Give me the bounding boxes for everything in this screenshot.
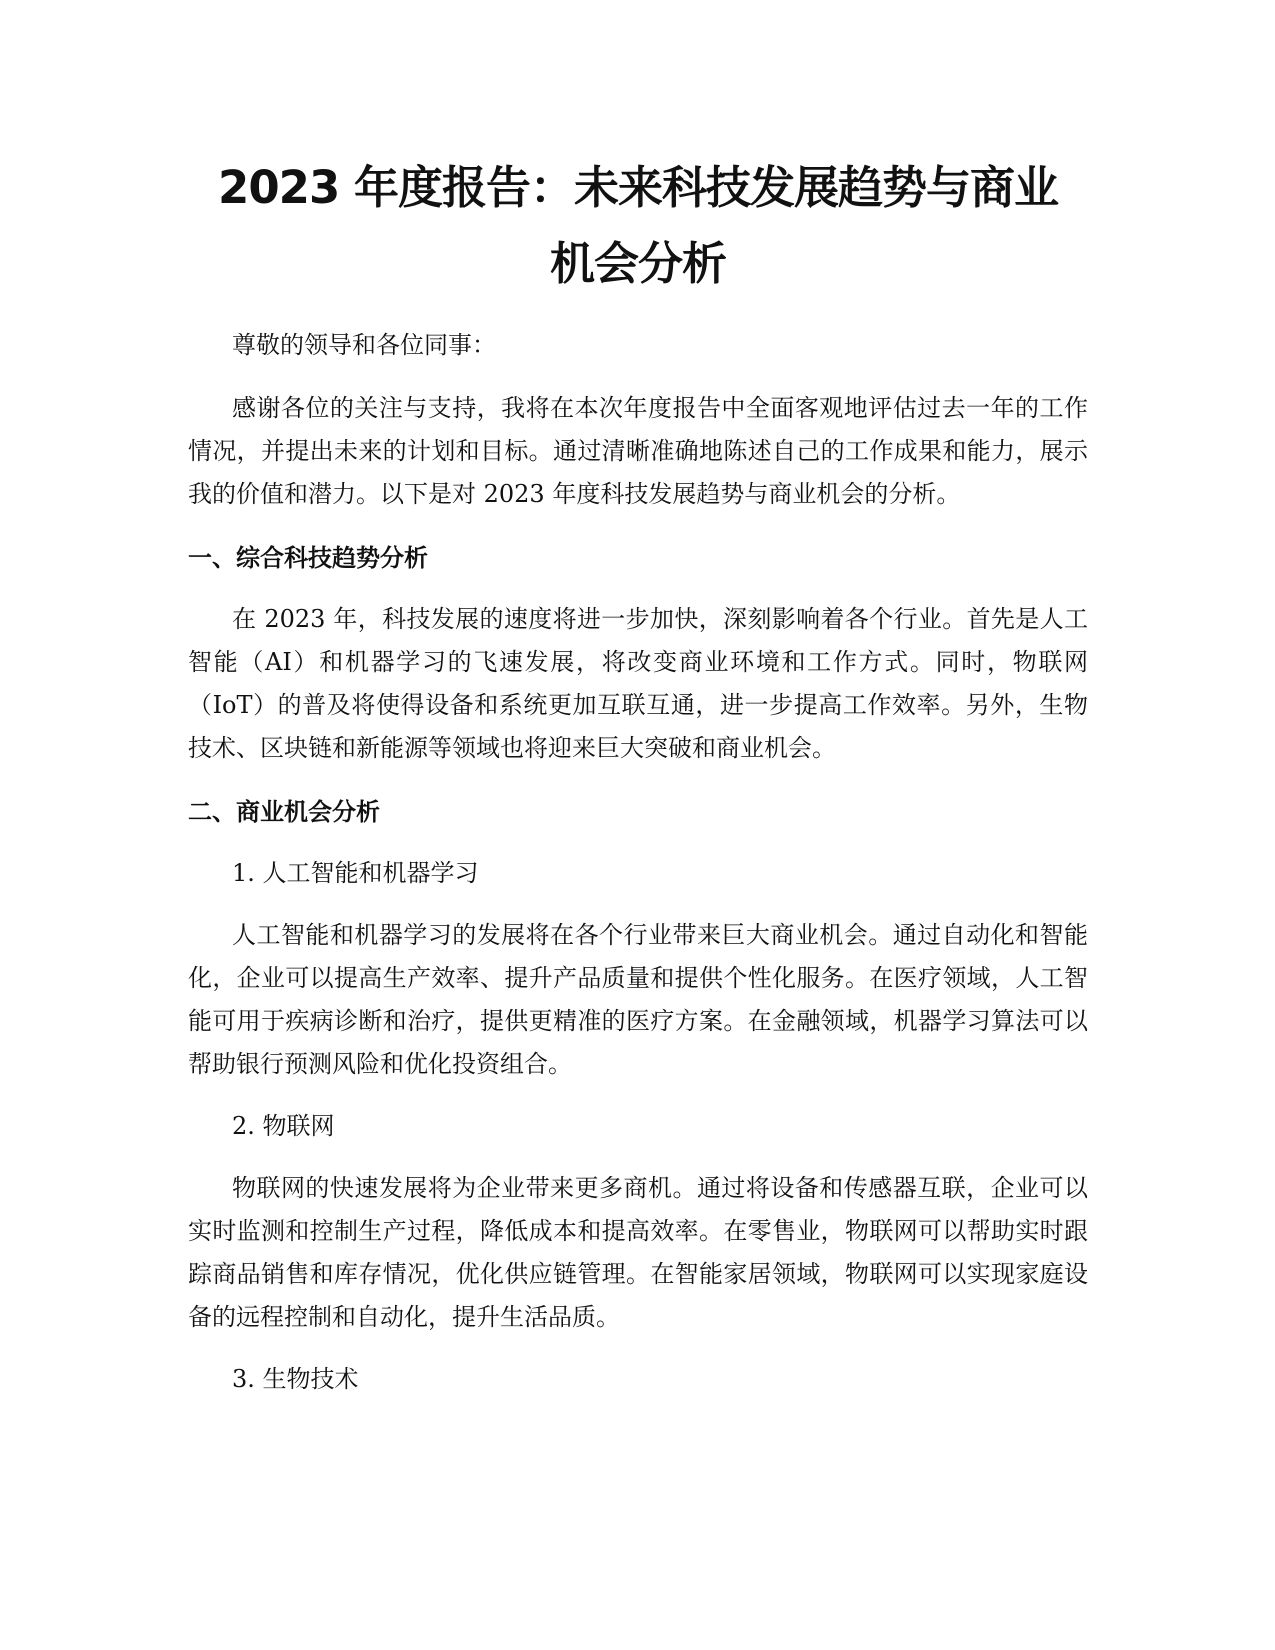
ai-paragraph: 人工智能和机器学习的发展将在各个行业带来巨大商业机会。通过自动化和智能化，企业可以提高生产效率、提升产品质量和提供个性化服务。在医疗领域，人工智能可用于疾病诊断和治疗，提供更精准的医疗方案。在金融领域，机器学习算法可以帮助银行预测风险和优化投资组合。 <box>188 921 1088 1078</box>
list-item-ai: 1. 人工智能和机器学习 <box>232 859 479 887</box>
greeting: 尊敬的领导和各位同事： <box>232 331 496 359</box>
list-item-biotech: 3. 生物技术 <box>232 1365 359 1393</box>
section-heading-trends: 一、综合科技趋势分析 <box>188 544 428 572</box>
document-title: 2023 年度报告：未来科技发展趋势与商业机会分析 <box>218 161 1058 290</box>
trends-paragraph: 在 2023 年，科技发展的速度将进一步加快，深刻影响着各个行业。首先是人工智能（AI）和机器学习的飞速发展，将改变商业环境和工作方式。同时，物联网（IoT）的普及将使得设备和系统更加互联互通，进一步提高工作效率。另外，生物技术、区块链和新能源等领域也将迎来巨大突破和商业机会。 <box>188 605 1088 762</box>
document-content <box>188 150 1088 1401</box>
section-heading-opportunities: 二、商业机会分析 <box>188 798 380 826</box>
iot-paragraph: 物联网的快速发展将为企业带来更多商机。通过将设备和传感器互联，企业可以实时监测和控制生产过程，降低成本和提高效率。在零售业，物联网可以帮助实时跟踪商品销售和库存情况，优化供应链管理。在智能家居领域，物联网可以实现家庭设备的远程控制和自动化，提升生活品质。 <box>188 1174 1088 1331</box>
list-item-iot: 2. 物联网 <box>232 1112 335 1140</box>
intro-paragraph: 感谢各位的关注与支持，我将在本次年度报告中全面客观地评估过去一年的工作情况，并提出未来的计划和目标。通过清晰准确地陈述自己的工作成果和能力，展示我的价值和潜力。以下是对 2023 年度科技发展趋势与商业机会的分析。 <box>188 394 1088 508</box>
